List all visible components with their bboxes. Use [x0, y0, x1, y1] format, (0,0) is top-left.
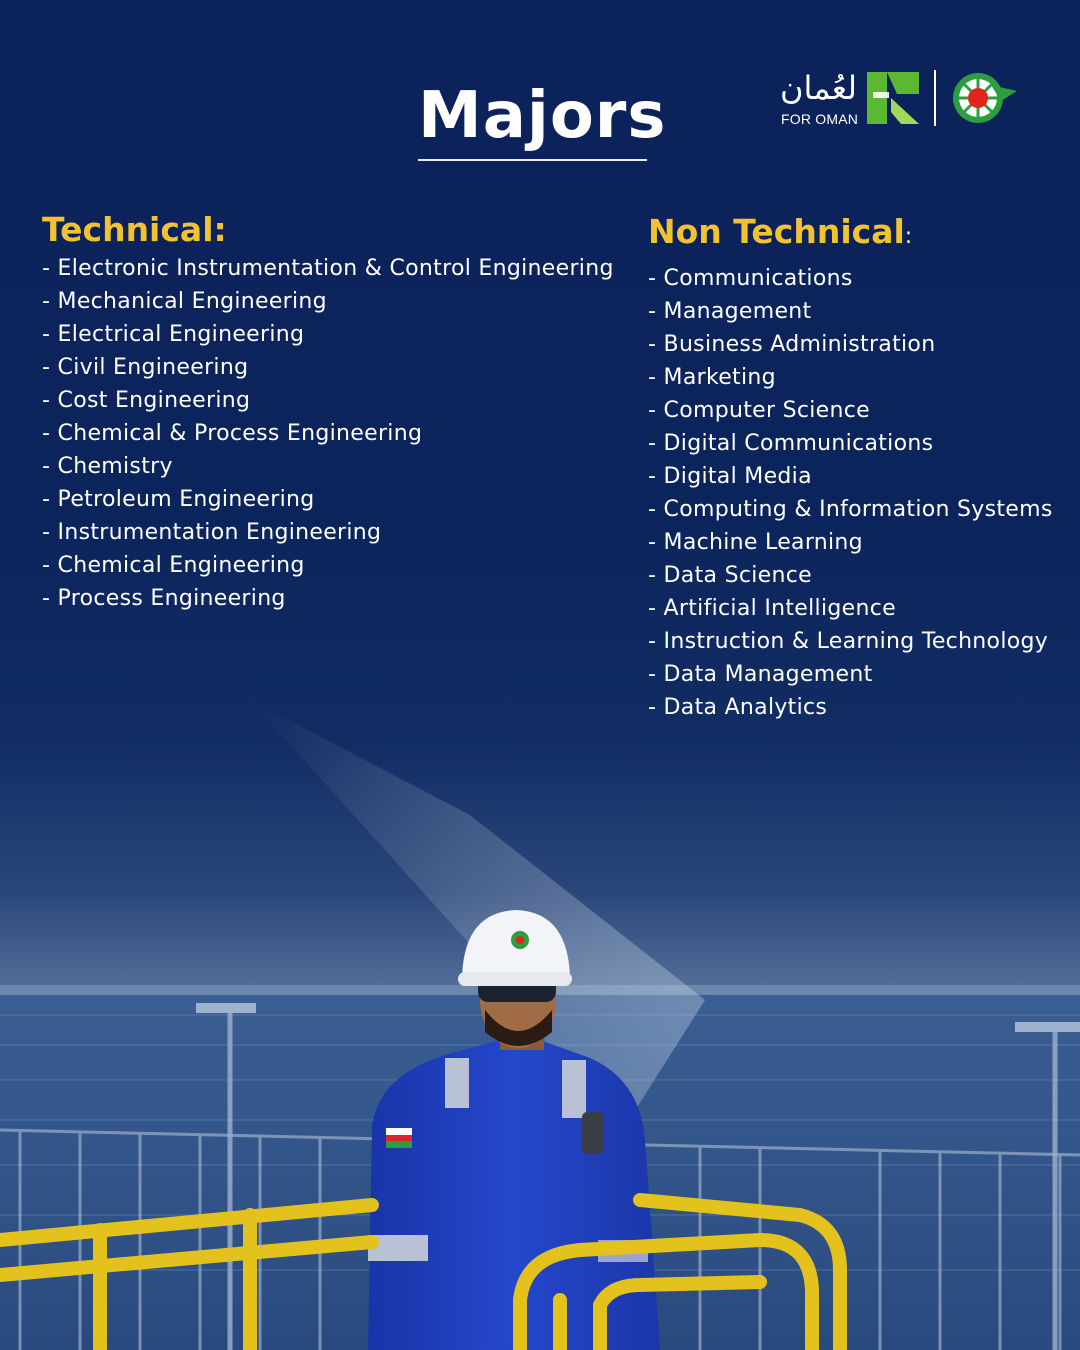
technical-heading-colon: : [213, 210, 227, 249]
list-item: - Civil Engineering [42, 351, 614, 384]
list-item: - Business Administration [648, 328, 1053, 361]
list-item: - Chemistry [42, 450, 614, 483]
list-item: - Computer Science [648, 394, 1053, 427]
list-item: - Process Engineering [42, 582, 614, 615]
page-title: Majors [418, 79, 667, 153]
list-item: - Artificial Intelligence [648, 592, 1053, 625]
list-item: - Digital Communications [648, 427, 1053, 460]
list-item: - Cost Engineering [42, 384, 614, 417]
logo-divider [934, 70, 936, 126]
list-item: - Marketing [648, 361, 1053, 394]
list-item: - Data Analytics [648, 691, 1053, 724]
non-technical-heading-text: Non Technical [648, 212, 905, 251]
list-item: - Machine Learning [648, 526, 1053, 559]
list-item: - Management [648, 295, 1053, 328]
title-underline [418, 159, 647, 161]
non-technical-heading-colon: : [904, 224, 913, 249]
list-item: - Petroleum Engineering [42, 483, 614, 516]
technical-heading [42, 210, 227, 250]
non-technical-heading [648, 212, 912, 257]
list-item: - Instruction & Learning Technology [648, 625, 1053, 658]
for-oman-logo-icon [867, 72, 919, 124]
logo-for-oman-text: FOR OMAN [781, 111, 859, 127]
technical-majors-list [42, 252, 614, 615]
logo-arabic-text: لعُمان [780, 69, 857, 107]
non-technical-majors-list [648, 262, 1053, 724]
list-item: - Chemical & Process Engineering [42, 417, 614, 450]
company-emblem-icon [951, 71, 1017, 125]
list-item: - Computing & Information Systems [648, 493, 1053, 526]
technical-heading-text: Technical [42, 210, 214, 249]
list-item: - Electronic Instrumentation & Control Engineering [42, 252, 614, 285]
list-item: - Chemical Engineering [42, 549, 614, 582]
list-item: - Mechanical Engineering [42, 285, 614, 318]
list-item: - Digital Media [648, 460, 1053, 493]
list-item: - Communications [648, 262, 1053, 295]
list-item: - Instrumentation Engineering [42, 516, 614, 549]
list-item: - Data Science [648, 559, 1053, 592]
list-item: - Electrical Engineering [42, 318, 614, 351]
list-item: - Data Management [648, 658, 1053, 691]
